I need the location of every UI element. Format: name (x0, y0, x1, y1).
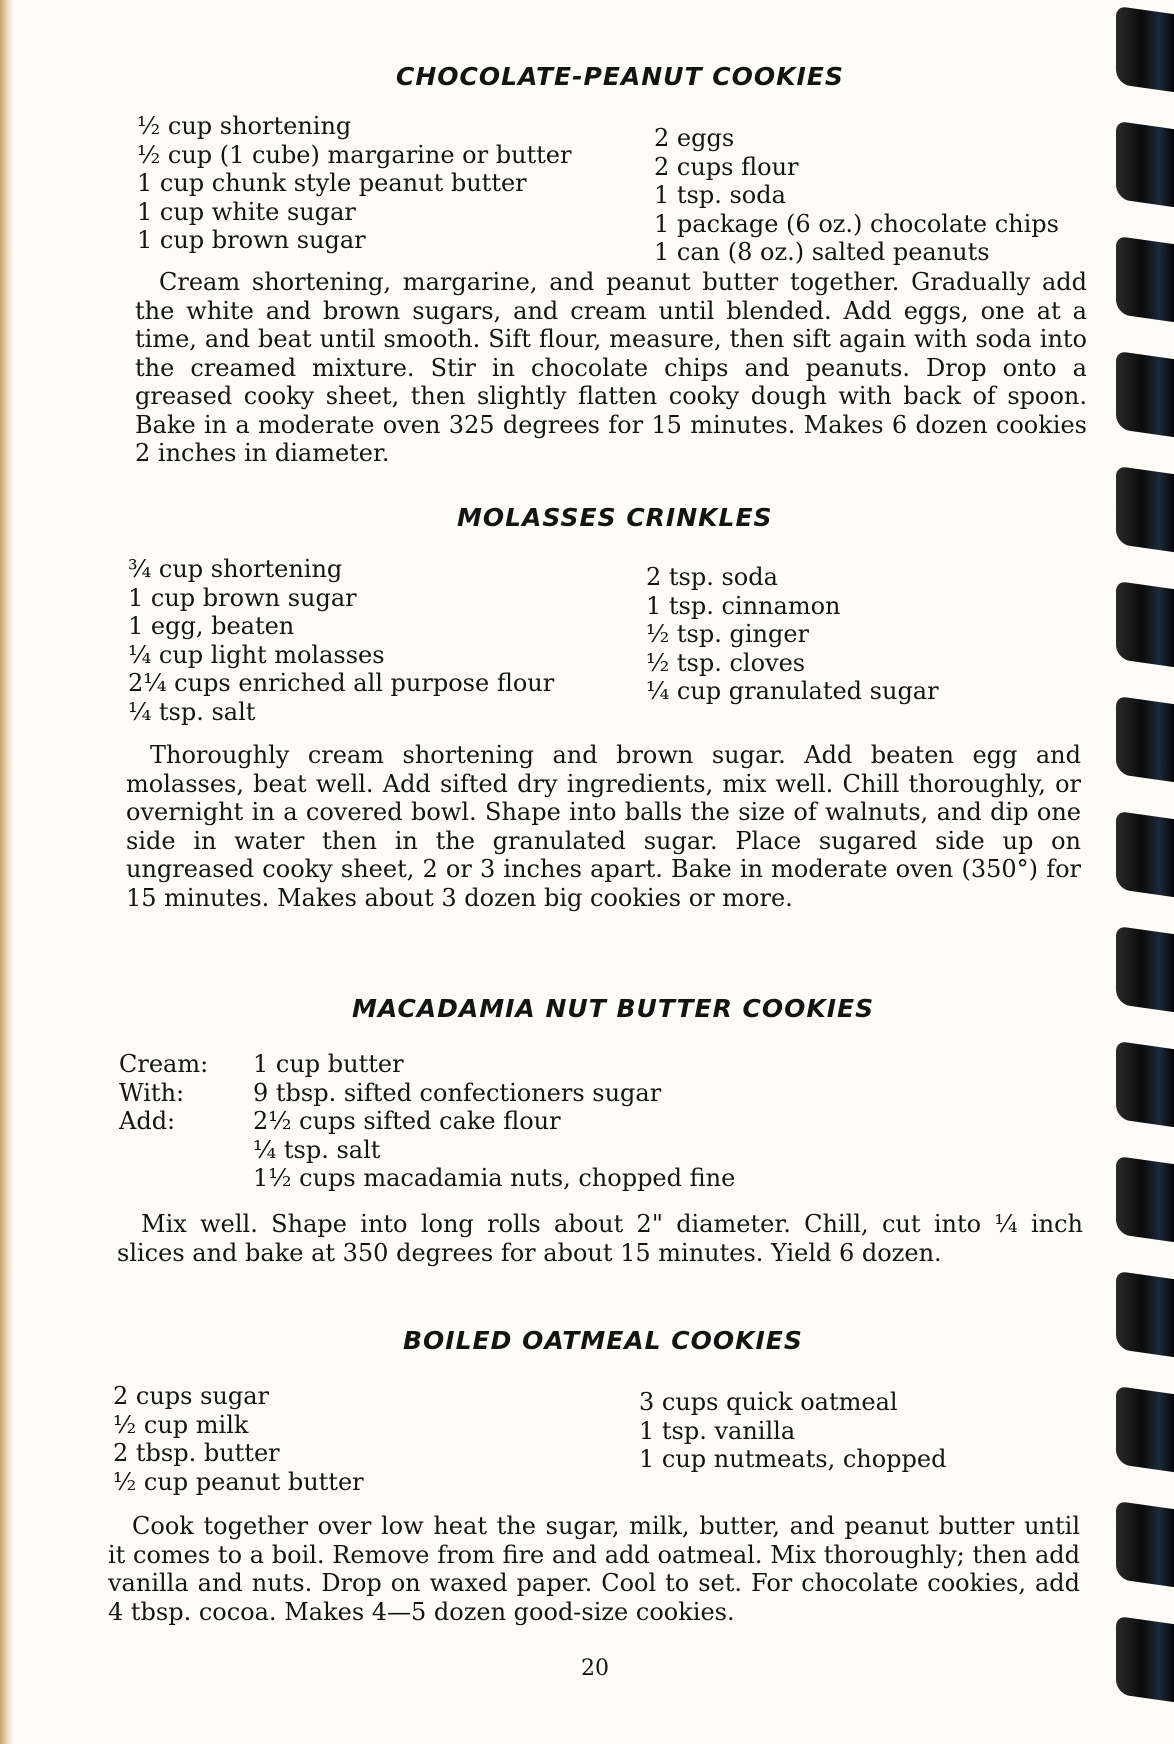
recipe-title: CHOCOLATE-PEANUT COOKIES (396, 62, 844, 91)
ingredient-list-right (639, 1388, 946, 1474)
step-item: 1 cup butter (253, 1050, 404, 1078)
spiral-binding (1110, 0, 1174, 1744)
ingredient-item: 2 eggs (654, 124, 735, 152)
ingredient-item: ¼ cup light molasses (128, 640, 385, 669)
recipe-title: BOILED OATMEAL COOKIES (403, 1326, 803, 1355)
ingredient-list-left (128, 555, 554, 726)
step-item: 1½ cups macadamia nuts, chopped fine (253, 1164, 736, 1192)
recipe-directions: Thoroughly cream shortening and brown sugar. Add beaten egg and molasses, beat well. Add sifted dry ingredients, mix well. Chill thoroughly, or overnight in a covered bowl. Shape into balls the size of walnuts, and dip one side in water then in the granulated sugar. Place sugared side up on ungreased cooky sheet, 2 or 3 inches apart. Bake in moderate oven (350°) for 15 minutes. Makes about 3 dozen big cookies or more. (126, 741, 1081, 912)
ingredient-item: 1 can (8 oz.) salted peanuts (654, 238, 990, 266)
ingredient-item: 1 tsp. vanilla (639, 1416, 796, 1445)
ingredient-item: 1 package (6 oz.) chocolate chips (654, 209, 1059, 238)
ingredient-item: 1 cup brown sugar (128, 583, 357, 612)
ingredient-item: 2¼ cups enriched all purpose flour (128, 669, 555, 697)
ingredient-item: ½ cup (1 cube) margarine or butter (137, 140, 572, 169)
ingredient-list-right (654, 124, 1059, 267)
method-step (119, 1050, 735, 1079)
recipe-title: MOLASSES CRINKLES (457, 503, 773, 532)
binding-coil (1116, 6, 1174, 92)
ingredient-item: 2 tsp. soda (646, 563, 778, 591)
ingredient-item: 1 cup chunk style peanut butter (137, 169, 527, 197)
ingredient-item: 1 cup white sugar (137, 197, 356, 226)
recipe-directions: Cream shortening, margarine, and peanut butter together. Gradually add the white and brown sugars, and cream until blended. Add eggs, one at a time, and beat until smooth. Sift flour, measure, then sift again with soda into the creamed mixture. Stir in chocolate chips and peanuts. Drop onto a greased cooky sheet, then slightly flatten cooky dough with back of spoon. Bake in a moderate oven 325 degrees for 15 minutes. Makes 6 dozen cookies 2 inches in diameter. (135, 268, 1087, 467)
ingredient-item: ½ tsp. ginger (646, 620, 810, 648)
ingredient-item: ½ cup milk (113, 1410, 249, 1439)
ingredient-item: ½ cup peanut butter (113, 1467, 364, 1496)
ingredient-item: ¾ cup shortening (128, 555, 343, 583)
ingredient-item: 1 cup nutmeats, chopped (639, 1445, 947, 1473)
ingredient-item: ½ cup shortening (137, 112, 352, 140)
binding-coil (1116, 1041, 1174, 1127)
ingredient-list-left (137, 112, 571, 255)
binding-coil (1116, 466, 1174, 552)
step-item: 2½ cups sifted cake flour (253, 1107, 561, 1135)
ingredient-item: ¼ cup granulated sugar (646, 677, 939, 705)
method-step (119, 1079, 735, 1108)
ingredient-item: 1 egg, beaten (128, 612, 295, 640)
ingredient-item: 2 cups sugar (113, 1382, 270, 1410)
binding-coil (1116, 926, 1174, 1012)
recipe-directions: Cook together over low heat the sugar, milk, butter, and peanut butter until it comes to a boil. Remove from fire and add oatmeal. Mix thoroughly; then add vanilla and nuts. Drop on waxed paper. Cool to set. For chocolate cookies, add 4 tbsp. cocoa. Makes 4—5 dozen good-size cookies. (108, 1512, 1080, 1626)
step-label: Add: (119, 1107, 176, 1135)
ingredient-item: 1 cup brown sugar (137, 226, 366, 254)
step-label: Cream: (119, 1050, 209, 1078)
binding-coil (1116, 811, 1174, 897)
recipe-title: MACADAMIA NUT BUTTER COOKIES (352, 994, 875, 1023)
method-step (119, 1136, 735, 1165)
page-number: 20 (581, 1656, 609, 1681)
method-steps (119, 1050, 735, 1193)
binding-coil (1116, 1616, 1174, 1702)
binding-coil (1116, 1386, 1174, 1472)
binding-coil (1116, 1271, 1174, 1357)
ingredient-item: 1 tsp. soda (654, 181, 786, 209)
ingredient-item: ¼ tsp. salt (128, 697, 256, 726)
step-item: 9 tbsp. sifted confectioners sugar (253, 1078, 662, 1107)
binding-coil (1116, 1501, 1174, 1587)
ingredient-item: 2 tbsp. butter (113, 1439, 280, 1467)
ingredient-item: 2 cups flour (654, 152, 799, 181)
binding-coil (1116, 1156, 1174, 1242)
binding-coil (1116, 121, 1174, 207)
ingredient-item: ½ tsp. cloves (646, 648, 806, 677)
ingredient-list-right (646, 563, 939, 706)
step-label: With: (119, 1078, 185, 1107)
page-edge (0, 0, 14, 1744)
ingredient-item: 1 tsp. cinnamon (646, 591, 841, 620)
ingredient-list-left (113, 1382, 364, 1496)
binding-coil (1116, 351, 1174, 437)
step-item: ¼ tsp. salt (253, 1135, 381, 1164)
method-step (119, 1107, 735, 1136)
binding-coil (1116, 581, 1174, 667)
ingredient-item: 3 cups quick oatmeal (639, 1388, 898, 1416)
binding-coil (1116, 236, 1174, 322)
method-step (119, 1164, 735, 1193)
recipe-directions: Mix well. Shape into long rolls about 2" diameter. Chill, cut into ¼ inch slices and bake at 350 degrees for about 15 minutes. Yield 6 dozen. (117, 1210, 1083, 1267)
binding-coil (1116, 696, 1174, 782)
